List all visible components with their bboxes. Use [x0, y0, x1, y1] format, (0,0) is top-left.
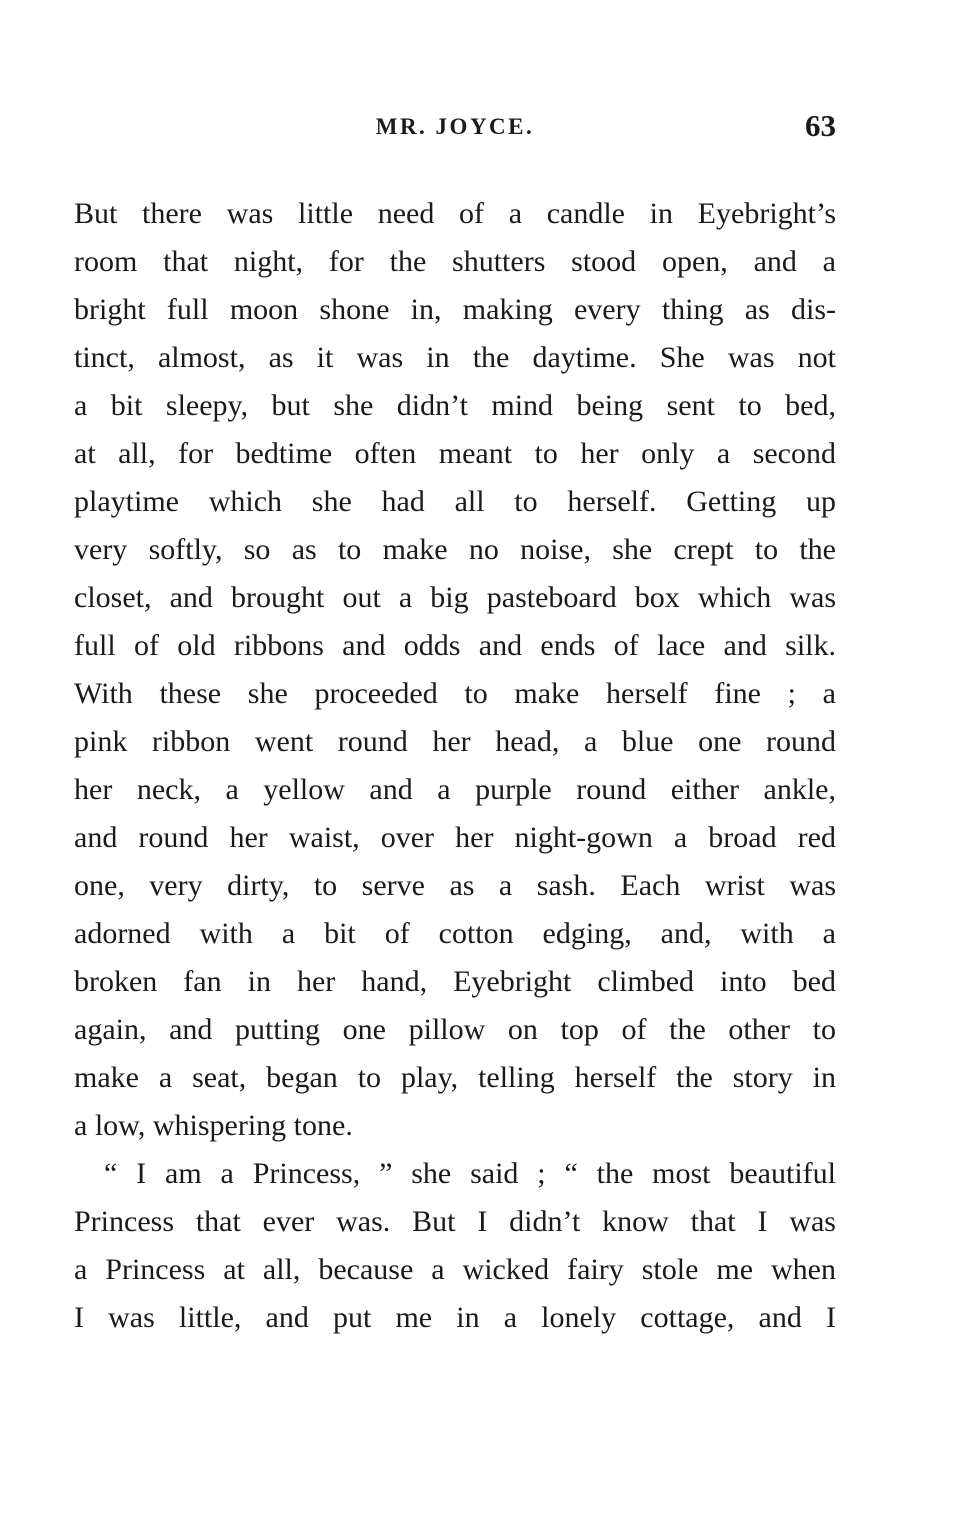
text-line: “ I am a Princess, ” she said ; “ the most beautiful	[104, 1157, 836, 1190]
running-head	[74, 108, 836, 148]
text-line: broken fan in her hand, Eyebright climbed into bed	[74, 965, 836, 998]
body-text	[74, 190, 836, 1342]
text-line: full of old ribbons and odds and ends of lace and silk.	[74, 629, 836, 662]
text-line: and round her waist, over her night-gown a broad red	[74, 821, 836, 854]
text-line: But there was little need of a candle in Eyebright’s	[74, 197, 836, 230]
text-line: tinct, almost, as it was in the daytime. She was not	[74, 341, 836, 374]
text-line: at all, for bedtime often meant to her only a second	[74, 437, 836, 470]
page-number: 63	[805, 108, 836, 143]
text-line: playtime which she had all to herself. Getting up	[74, 485, 836, 518]
text-line: closet, and brought out a big pasteboard box which was	[74, 581, 836, 614]
running-title: MR. JOYCE.	[375, 114, 535, 139]
text-line: her neck, a yellow and a purple round either ankle,	[74, 773, 836, 806]
text-line: make a seat, began to play, telling herself the story in	[74, 1061, 836, 1094]
text-line: I was little, and put me in a lonely cottage, and I	[74, 1301, 836, 1334]
text-line: bright full moon shone in, making every thing as dis-	[74, 293, 836, 326]
text-line: a Princess at all, because a wicked fairy stole me when	[74, 1253, 836, 1286]
text-line: a low, whispering tone.	[74, 1109, 353, 1142]
text-line: one, very dirty, to serve as a sash. Each wrist was	[74, 869, 836, 902]
text-line: a bit sleepy, but she didn’t mind being sent to bed,	[74, 389, 836, 422]
text-line: very softly, so as to make no noise, she crept to the	[74, 533, 836, 566]
text-line: room that night, for the shutters stood open, and a	[74, 245, 836, 278]
text-line: adorned with a bit of cotton edging, and, with a	[74, 917, 836, 950]
text-line: pink ribbon went round her head, a blue one round	[74, 725, 836, 758]
text-line: With these she proceeded to make herself fine ; a	[74, 677, 836, 710]
text-line: Princess that ever was. But I didn’t know that I was	[74, 1205, 836, 1238]
text-line: again, and putting one pillow on top of the other to	[74, 1013, 836, 1046]
